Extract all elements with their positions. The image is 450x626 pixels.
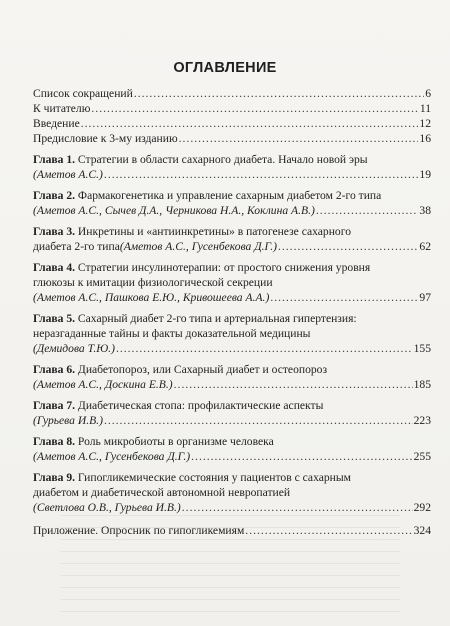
chapter-number: Глава 1. [33, 153, 78, 166]
leader-dots [182, 500, 413, 515]
chapter-page-number: 38 [419, 204, 431, 217]
entry-page-number: 12 [419, 117, 431, 130]
leader-dots [104, 167, 418, 182]
leader-dots [104, 413, 413, 428]
chapter-entry[interactable] [33, 434, 431, 464]
entry-label: Список сокращений [33, 87, 133, 100]
leader-dots [134, 86, 424, 101]
chapter-number: Глава 5. [33, 312, 78, 325]
toc-entry[interactable] [33, 131, 431, 146]
chapter-title-line [33, 434, 431, 449]
appendix-page-number: 324 [413, 524, 431, 537]
chapter-entry[interactable] [33, 260, 431, 305]
chapter-title-text: Диабетопороз, или Сахарный диабет и остеопороз [77, 363, 328, 376]
chapter-title-text: Диабетическая стопа: профилактические аспекты [77, 399, 324, 412]
toc-entry[interactable] [33, 86, 431, 101]
leader-dots [179, 131, 419, 146]
chapter-title-line [33, 311, 431, 326]
leader-dots [174, 377, 413, 392]
chapter-title-text: Стратегии в области сахарного диабета. Начало новой эры [77, 153, 368, 166]
chapter-entry[interactable] [33, 362, 431, 392]
chapter-title-line [33, 275, 431, 290]
chapter-title-text: Роль микробиоты в организме человека [77, 435, 274, 448]
leader-dots [116, 341, 413, 356]
entry-label: К читателю [33, 102, 91, 115]
entry-page-number: 16 [419, 132, 431, 145]
bleed-through-shadow [60, 515, 400, 615]
chapter-title-line [33, 398, 431, 413]
leader-dots [270, 290, 418, 305]
chapter-number: Глава 2. [33, 189, 78, 202]
chapter-page-number: 255 [413, 450, 431, 463]
front-matter-list [33, 86, 431, 146]
chapter-page-number: 62 [419, 240, 431, 253]
leader-dots [278, 239, 418, 254]
chapter-entry[interactable] [33, 470, 431, 515]
entry-page-number: 6 [425, 87, 431, 100]
chapter-authors: (Аметов А.С., Доскина Е.В.) [33, 378, 173, 391]
entry-label: Введение [33, 117, 80, 130]
chapters-list [33, 152, 431, 515]
chapter-title-text: Гипогликемические состояния у пациентов с сахарным [77, 471, 351, 484]
chapter-authors-line [33, 167, 431, 182]
chapter-title-line [33, 326, 431, 341]
chapter-title-line [33, 224, 431, 239]
chapter-authors-line [33, 377, 431, 392]
chapter-page-number: 223 [413, 414, 431, 427]
chapter-authors-line [33, 413, 431, 428]
chapter-title-line [33, 470, 431, 485]
chapter-number: Глава 4. [33, 261, 78, 274]
chapter-number: Глава 3. [33, 225, 78, 238]
chapter-title-line [33, 188, 431, 203]
chapter-title-line [33, 260, 431, 275]
chapter-authors-line [33, 341, 431, 356]
chapter-authors-line [33, 203, 431, 218]
chapter-authors: (Демидова Т.Ю.) [33, 342, 115, 355]
toc-entry[interactable] [33, 116, 431, 131]
chapter-entry[interactable] [33, 152, 431, 182]
chapter-page-number: 19 [419, 168, 431, 181]
chapter-title-text: Инкретины и «антиинкретины» в патогенезе сахарного [77, 225, 351, 238]
leader-dots [316, 203, 419, 218]
chapter-authors: (Аметов А.С.) [33, 168, 103, 181]
leader-dots [91, 101, 418, 116]
chapter-authors-line [33, 290, 431, 305]
chapter-authors: (Аметов А.С., Гусенбекова Д.Г.) [33, 450, 191, 463]
chapter-title-line [33, 485, 431, 500]
chapter-authors: (Гурьева И.В.) [33, 414, 103, 427]
chapter-title-text: неразгаданные тайны и факты доказательной медицины [33, 327, 311, 340]
chapter-title-text: диабета 2-го типа [33, 240, 120, 253]
chapter-title-text: глюкозы к имитации физиологической секреции [33, 276, 273, 289]
chapter-authors-line [33, 449, 431, 464]
entry-page-number: 11 [419, 102, 431, 115]
chapter-authors: (Аметов А.С., Пашкова Е.Ю., Кривошеева А.А.) [33, 291, 270, 304]
chapter-number: Глава 9. [33, 471, 78, 484]
leader-dots [191, 449, 412, 464]
chapter-entry[interactable] [33, 188, 431, 218]
chapter-page-number: 292 [413, 501, 431, 514]
chapter-page-number: 97 [419, 291, 431, 304]
chapter-page-number: 155 [413, 342, 431, 355]
leader-dots [81, 116, 419, 131]
chapter-number: Глава 8. [33, 435, 78, 448]
chapter-entry[interactable] [33, 398, 431, 428]
chapter-authors: (Аметов А.С., Сычев Д.А., Черникова Н.А., Коклина А.В.) [33, 204, 315, 217]
chapter-number: Глава 6. [33, 363, 78, 376]
chapter-authors: (Аметов А.С., Гусенбекова Д.Г.) [119, 240, 277, 253]
table-of-contents [33, 86, 431, 538]
chapter-title-text: Стратегии инсулинотерапии: от простого снижения уровня [77, 261, 371, 274]
appendix-label: Приложение. Опросник по гипогликемиям [33, 524, 245, 537]
chapter-entry[interactable] [33, 311, 431, 356]
entry-label: Предисловие к 3-му изданию [33, 132, 178, 145]
chapter-authors-line [33, 239, 431, 254]
chapter-title-line [33, 362, 431, 377]
chapter-authors-line [33, 500, 431, 515]
page-title: ОГЛАВЛЕНИЕ [173, 60, 277, 76]
chapter-title-line [33, 152, 431, 167]
chapter-authors: (Светлова О.В., Гурьева И.В.) [33, 501, 181, 514]
chapter-number: Глава 7. [33, 399, 78, 412]
chapter-title-text: диабетом и диабетической автономной невропатией [33, 486, 291, 499]
chapter-title-text: Фармакогенетика и управление сахарным диабетом 2-го типа [77, 189, 382, 202]
toc-entry[interactable] [33, 101, 431, 116]
chapter-entry[interactable] [33, 224, 431, 254]
chapter-page-number: 185 [413, 378, 431, 391]
chapter-title-text: Сахарный диабет 2-го типа и артериальная гипертензия: [77, 312, 357, 325]
